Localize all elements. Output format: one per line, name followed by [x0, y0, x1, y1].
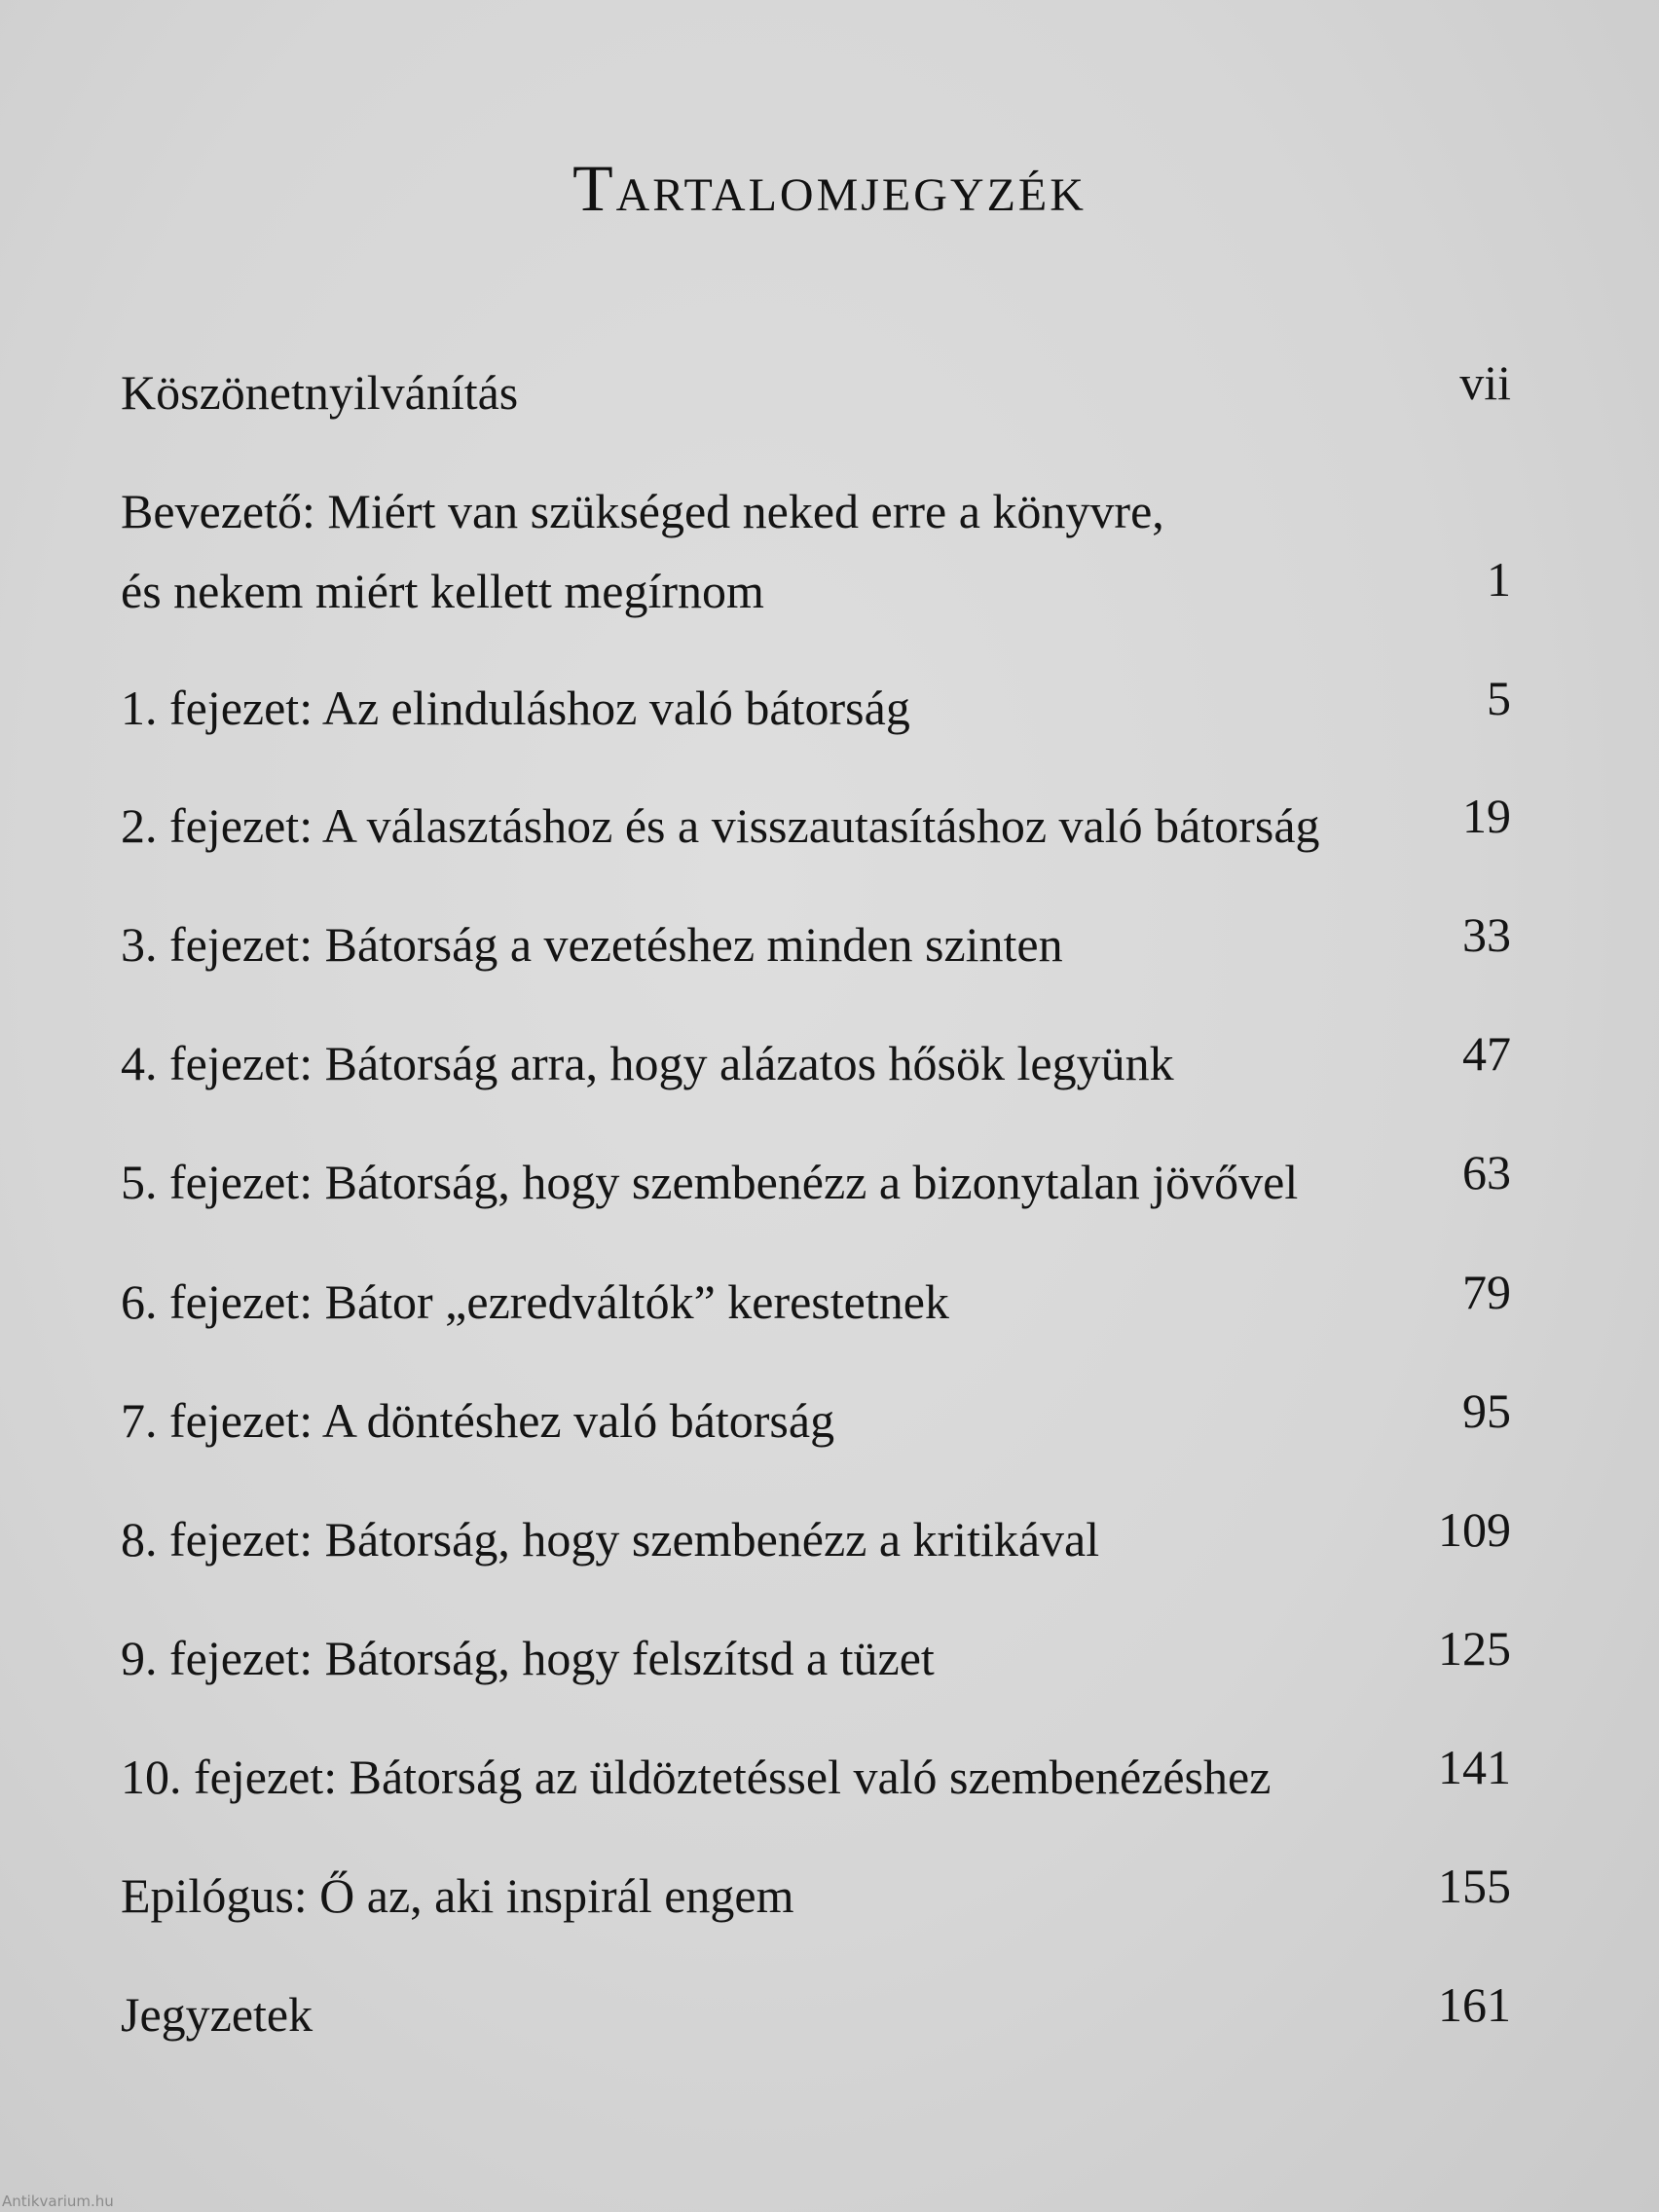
- toc-entry-chapter-1: [121, 668, 1511, 748]
- toc-entry-page: 19: [1462, 789, 1511, 843]
- toc-entry-page: 79: [1462, 1265, 1511, 1319]
- toc-entry-label: 8. fejezet: Bátorság, hogy szembenézz a kritikával: [121, 1512, 1100, 1567]
- toc-entry-page: 63: [1462, 1145, 1511, 1199]
- toc-entry-chapter-9: [121, 1618, 1511, 1698]
- toc-entry-page: vii: [1459, 355, 1511, 410]
- toc-entry-page: 1: [1487, 552, 1511, 607]
- toc-entry-page: 155: [1438, 1859, 1511, 1913]
- toc-entry-label: 4. fejezet: Bátorság arra, hogy alázatos hősök legyünk: [121, 1036, 1174, 1090]
- watermark: Antikvarium.hu: [2, 2193, 114, 2210]
- toc-entry-chapter-3: [121, 904, 1511, 984]
- toc-entry-label: 5. fejezet: Bátorság, hogy szembenézz a bizonytalan jövővel: [121, 1155, 1299, 1209]
- toc-entry-page: 125: [1438, 1621, 1511, 1676]
- toc-entry-page: 95: [1462, 1383, 1511, 1438]
- page-title: Tartalomjegyzék: [572, 150, 1087, 225]
- toc-entry-chapter-4: [121, 1023, 1511, 1103]
- toc-entry-label: Epilógus: Ő az, aki inspirál engem: [121, 1868, 794, 1923]
- toc-entry-label: 3. fejezet: Bátorság a vezetéshez minden szinten: [121, 917, 1063, 972]
- toc-entry-page: 141: [1438, 1740, 1511, 1794]
- toc-entry-label: 10. fejezet: Bátorság az üldöztetéssel való szembenézéshez: [121, 1750, 1272, 1804]
- toc-entry-label-line-1: Bevezető: Miért van szükséged neked erre a könyvre,: [121, 484, 1164, 538]
- toc-entry-label: Köszönetnyilvánítás: [121, 365, 519, 420]
- toc-entry-introduction: [121, 471, 1511, 631]
- toc-entry-epilogue: [121, 1856, 1511, 1936]
- toc-entry-label: 2. fejezet: A választáshoz és a visszautasításhoz való bátorság: [121, 798, 1320, 853]
- toc-entry-label: 7. fejezet: A döntéshez való bátorság: [121, 1393, 835, 1448]
- toc-entry-acknowledgements: [121, 352, 1511, 432]
- toc-entry-chapter-6: [121, 1262, 1511, 1342]
- toc-entry-page: 47: [1462, 1026, 1511, 1081]
- toc-entry-page: 109: [1438, 1502, 1511, 1557]
- toc-entry-chapter-2: [121, 786, 1511, 866]
- toc-entry-chapter-8: [121, 1499, 1511, 1579]
- toc-entry-label: 1. fejezet: Az elinduláshoz való bátorság: [121, 681, 910, 735]
- toc-entry-label: Jegyzetek: [121, 1987, 313, 2042]
- toc-entry-chapter-5: [121, 1142, 1511, 1222]
- toc-entry-chapter-7: [121, 1381, 1511, 1460]
- toc-entry-page: 161: [1438, 1977, 1511, 2032]
- toc-entry-label: 9. fejezet: Bátorság, hogy felszítsd a tüzet: [121, 1631, 935, 1685]
- toc-entry-chapter-10: [121, 1737, 1511, 1817]
- toc-entry-notes: [121, 1974, 1511, 2054]
- toc-entry-label-line-2: és nekem miért kellett megírnom: [121, 564, 764, 618]
- toc-entry-page: 5: [1487, 671, 1511, 725]
- toc-entry-label: 6. fejezet: Bátor „ezredváltók” kerestetnek: [121, 1274, 949, 1329]
- toc-entry-page: 33: [1462, 907, 1511, 962]
